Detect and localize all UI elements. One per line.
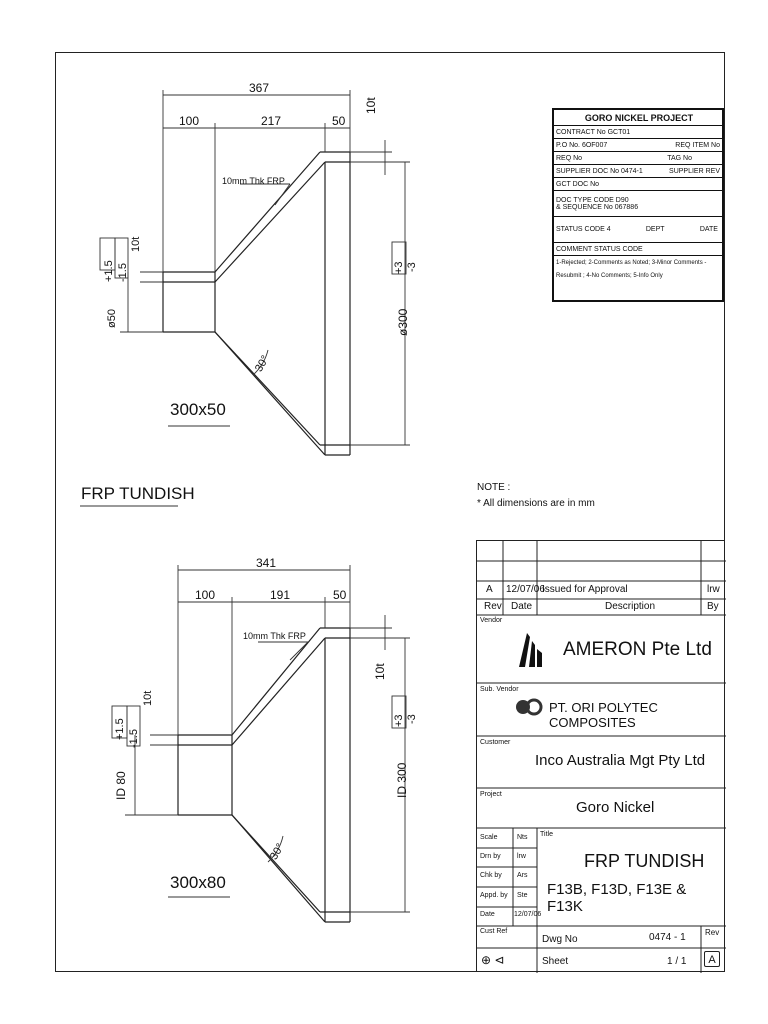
rev-header-date: Date — [511, 601, 533, 612]
rev-header-desc: Description — [605, 601, 656, 612]
info-approved-value: Ste — [517, 892, 528, 899]
top-dim-right: 50 — [332, 114, 346, 128]
sub-vendor-name: PT. ORI POLYTEC COMPOSITES — [549, 700, 658, 730]
bottom-dim-left: 100 — [195, 588, 216, 602]
top-callout: 10mm Thk FRP — [222, 176, 285, 186]
dwg-no-label: Dwg No — [542, 934, 578, 945]
stamp-status: STATUS CODE 4 — [556, 226, 611, 233]
customer-name: Inco Australia Mgt Pty Ltd — [535, 752, 706, 769]
info-checked-value: Ars — [517, 872, 528, 879]
drawing-top-geometry — [100, 90, 410, 455]
customer-label: Customer — [480, 739, 511, 746]
bottom-dia-small: ID 80 — [114, 771, 128, 800]
project-name: Goro Nickel — [576, 799, 655, 816]
stamp-doc-type: DOC TYPE CODE D90 — [556, 196, 629, 204]
stamp-req-item: REQ ITEM No — [675, 141, 720, 149]
bottom-tol-large-minus: -3 — [406, 714, 418, 724]
note-text: * All dimensions are in mm — [477, 498, 595, 509]
top-size-label: 300x50 — [170, 400, 226, 419]
stamp-status-row — [554, 217, 722, 243]
info-scale-label: Scale — [480, 834, 498, 841]
sheet-value: 1 / 1 — [667, 956, 687, 967]
stamp-date: DATE — [699, 226, 718, 233]
top-dim-left: 100 — [179, 114, 200, 128]
rev-entry-date: 12/07/06 — [506, 584, 545, 595]
stamp-supplier-row — [554, 165, 722, 178]
info-drawn-label: Drn by — [480, 853, 501, 860]
title-line-2: F13B, F13D, F13E & F13K — [547, 881, 687, 915]
stamp-contract: CONTRACT No GCT01 — [554, 126, 722, 139]
top-dia-large: ø300 — [396, 308, 410, 336]
rev-header-rev: Rev — [484, 601, 502, 612]
info-date-label: Date — [480, 911, 495, 918]
vendor-label: Vendor — [480, 617, 503, 624]
main-title: FRP TUNDISH — [81, 484, 195, 503]
stamp-dept: DEPT — [645, 226, 665, 233]
bottom-callout: 10mm Thk FRP — [243, 631, 306, 641]
drawing-bottom-geometry — [112, 565, 410, 922]
top-wall-thk-small: 10t — [130, 236, 142, 252]
top-dia-small: ø50 — [106, 309, 118, 328]
info-approved-label: Appd. by — [480, 892, 508, 899]
stamp-po-row — [554, 139, 722, 152]
bottom-tol-large: +3 — [393, 714, 405, 727]
info-drawn-value: lrw — [517, 853, 526, 860]
stamp-doc-type-row — [554, 191, 722, 217]
project-label: Project — [480, 791, 502, 798]
stamp-comment-code: COMMENT STATUS CODE — [554, 243, 722, 256]
bottom-tol-plus: +1.5 — [114, 718, 126, 740]
top-angle: 30° — [253, 353, 272, 374]
stamp-title: GORO NICKEL PROJECT — [554, 110, 722, 126]
dwg-no-value: 0474 - 1 — [649, 932, 686, 943]
stamp-sequence: & SEQUENCE No 067886 — [556, 203, 639, 211]
bottom-tol-minus: -1.5 — [128, 729, 140, 748]
info-date-value: 12/07/06 — [514, 911, 542, 918]
sub-vendor-label: Sub. Vendor — [480, 686, 519, 693]
ori-polytec-logo-icon — [515, 696, 543, 718]
stamp-po: P.O No. 6OF007 — [556, 141, 608, 149]
top-dim-mid: 217 — [261, 114, 282, 128]
stamp-comment-2: Resubmit ; 4-No Comments; 5-Info Only — [556, 272, 663, 279]
stamp-req-row — [554, 152, 722, 165]
top-dim-overall: 367 — [249, 81, 270, 95]
bottom-dim-overall: 341 — [256, 556, 277, 570]
title-label: Title — [540, 831, 553, 838]
top-tol-large-minus: -3 — [406, 262, 418, 272]
projection-symbol-icon: ⊕ ⊲ — [481, 953, 505, 967]
sheet-label: Sheet — [542, 956, 569, 967]
title-block — [476, 540, 725, 972]
info-checked-label: Chk by — [480, 872, 502, 879]
stamp-tag: TAG No — [667, 154, 692, 162]
title-line-1: FRP TUNDISH — [584, 851, 705, 871]
stamp-supplier-rev: SUPPLIER REV — [669, 167, 720, 175]
stamp-gct-doc: GCT DOC No — [554, 178, 722, 191]
bottom-dim-mid: 191 — [270, 588, 291, 602]
top-tol-minus: -1.5 — [117, 263, 129, 282]
ameron-logo-icon — [517, 629, 543, 669]
top-tol-large: +3 — [393, 261, 405, 274]
rev-header-by: By — [707, 601, 719, 612]
note-label: NOTE : — [477, 482, 511, 493]
rev-entry-rev: A — [486, 584, 493, 595]
bottom-dia-large: ID 300 — [395, 762, 409, 798]
stamp-supplier-doc: SUPPLIER DOC No 0474-1 — [556, 167, 643, 175]
bottom-wall-thk-small: 10t — [142, 690, 154, 706]
vendor-name: AMERON Pte Ltd — [563, 639, 712, 660]
dwg-rev-label: Rev — [705, 928, 720, 937]
bottom-size-label: 300x80 — [170, 873, 226, 892]
approval-stamp — [552, 108, 724, 302]
stamp-req: REQ No — [556, 154, 583, 162]
stamp-comment-1: 1-Rejected; 2-Comments as Noted; 3-Minor Comments - — [556, 259, 707, 266]
top-wall-thk: 10t — [364, 97, 378, 114]
dwg-rev-value: A — [704, 951, 720, 967]
cust-ref-label: Cust Ref — [480, 928, 508, 935]
bottom-dim-right: 50 — [333, 588, 347, 602]
bottom-angle: 30° — [268, 841, 287, 862]
info-scale-value: Nts — [517, 834, 528, 841]
rev-entry-desc: Issued for Approval — [542, 584, 628, 595]
rev-entry-by: lrw — [707, 584, 720, 595]
bottom-wall-thk: 10t — [373, 663, 387, 680]
top-tol-plus: +1.5 — [103, 260, 115, 282]
